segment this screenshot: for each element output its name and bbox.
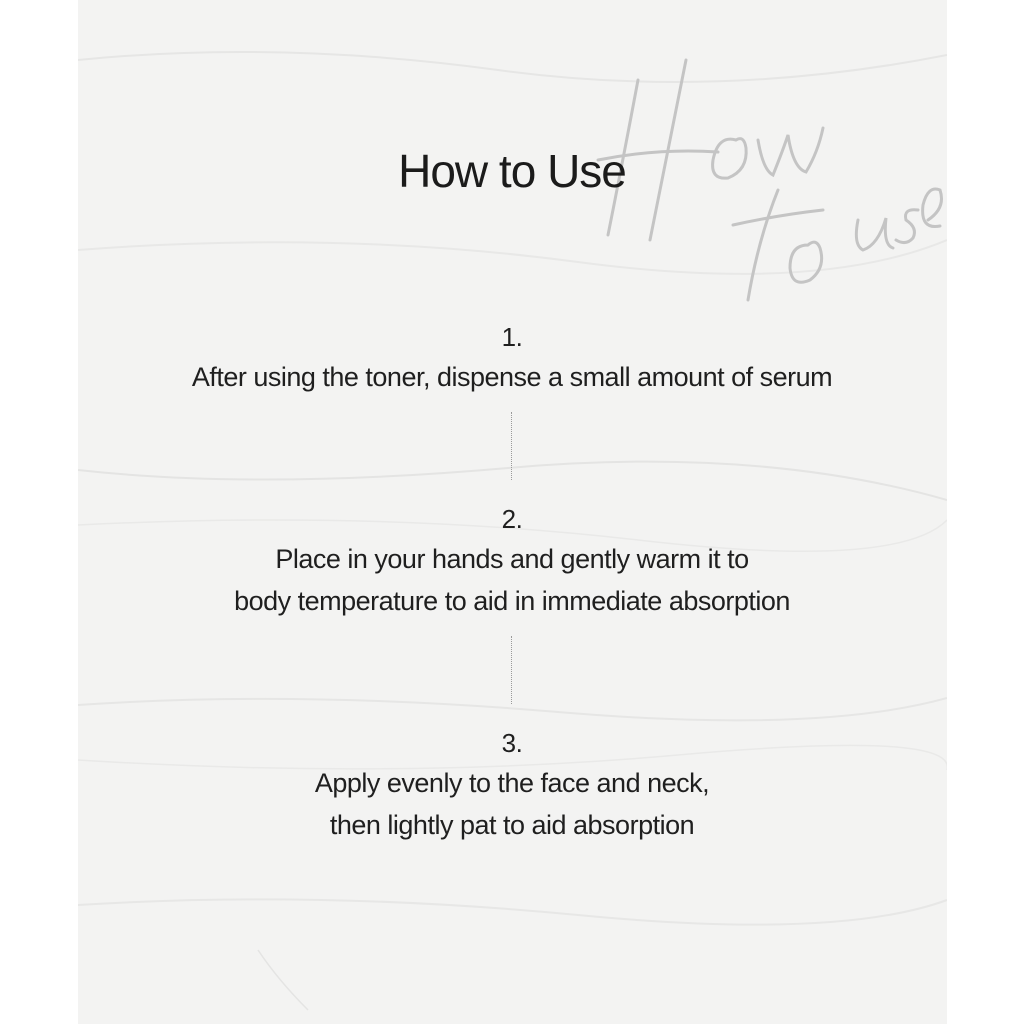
step-1 (0, 318, 1024, 398)
step-number: 3. (501, 728, 523, 758)
step-3 (0, 724, 1024, 846)
step-text: then lightly pat to aid absorption (329, 810, 695, 840)
step-2 (0, 500, 1024, 622)
step-text: After using the toner, dispense a small amount of serum (191, 362, 833, 392)
step-number: 2. (501, 504, 523, 534)
step-connector-2 (511, 636, 512, 704)
step-connector-1 (511, 412, 512, 480)
page-title: How to Use (398, 145, 626, 197)
step-text: body temperature to aid in immediate absorption (234, 586, 790, 616)
step-text: Place in your hands and gently warm it to (275, 544, 749, 574)
step-text: Apply evenly to the face and neck, (314, 768, 710, 798)
step-number: 1. (501, 322, 523, 352)
